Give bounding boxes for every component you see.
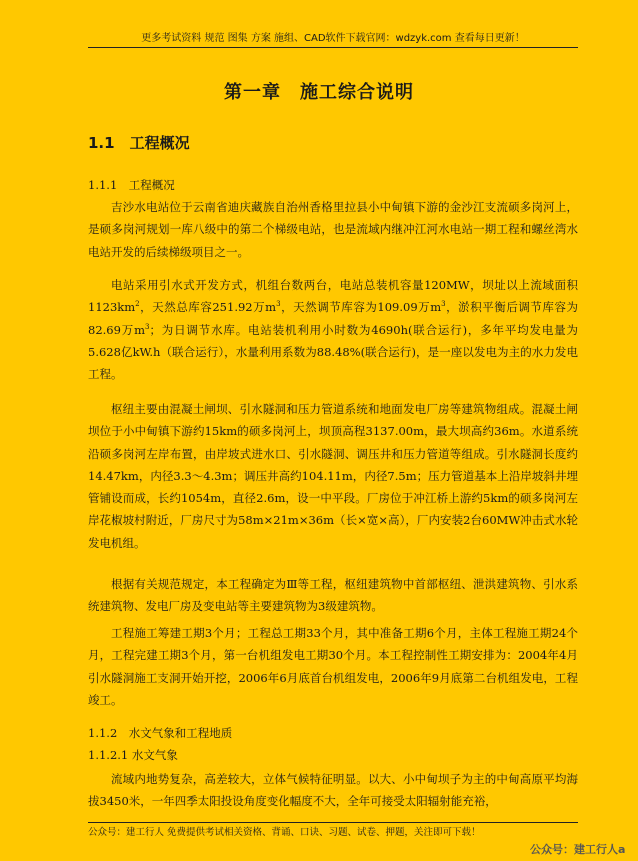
paragraph-schedule: 工程施工筹建工期3个月；工程总工期33个月，其中准备工期6个月，主体工程施工期24个月，工程完建工期3个月，第一台机组发电工期30个月。本工程控制性工期安排为：2004年4月引水隧洞施工支洞开始开挖，2006年6月底首台机组发电，2006年9月底第二台机组发电，工程竣工。 [88,626,578,707]
paragraph-hydrology: 流域内地势复杂，高差较大，立体气候特征明显。以大、小中甸坝子为主的中甸高原平均海拔3450米，一年四季太阳投设角度变化幅度不大，全年可接受太阳辐射能充裕， [88,772,578,809]
subsection-heading-1-1-2-1: 1.1.2.1 水文气象 [88,748,178,762]
footer-rule [88,822,578,823]
page-footer: 公众号：建工行人 免费提供考试相关资格、背诵、口诀、习题、试卷、押题，关注即可下载！ [88,827,481,838]
subsection-heading-1-1-2: 1.1.2 水文气象和工程地质 [88,726,233,740]
watermark-text: 公众号：建工行人a [530,843,626,856]
paragraph-grade: 根据有关规范规定，本工程确定为Ⅲ等工程，枢纽建筑物中首部枢纽、泄洪建筑物、引水系统建筑物、发电厂房及变电站等主要建筑物为3级建筑物。 [88,577,578,614]
section-heading-1-1: 1.1 工程概况 [88,134,190,152]
chapter-title: 第一章 施工综合说明 [224,82,414,103]
paragraph-hub-structures: 枢纽主要由混凝土闸坝、引水隧洞和压力管道系统和地面发电厂房等建筑物组成。混凝土闸坝位于小中甸镇下游约15km的硕多岗河上，坝顶高程3137.00m，最大坝高约36m。水道系统沿硕多岗河左岸布置，由岸坡式进水口、引水隧洞、调压井和压力管道等组成。引水隧洞长度约14.47km，内径3.3～4.3m；调压井高约104.11m，内径7.5m；压力管道基本上沿岸坡斜井埋管铺设而成，长约1054m，直径2.6m，设一中平段。厂房位于冲江桥上游约5km的硕多岗河左岸花椒坡村附近，厂房尺寸为58m×21m×36m（长×宽×高），厂内安装2台60MW冲击式水轮发电机组。 [88,402,578,550]
paragraph-station-parameters: 电站采用引水式开发方式，机组台数两台，电站总装机容量120MW，坝址以上流域面积$1123km^2$，天然总库容251.92万$m^3$，天然调节库容为109.09万$m^3$，淤积平衡后调节库容为82.69万$m^3$；为日调节水库。电站装机利用小时数为4690h(联合运行)，多年平均发电量为5.628亿kW.h（联合运行），水量利用系数为88.48%(联合运行)，是一座以发电为主的水力发电工程。 [88,278,578,382]
subsection-heading-1-1-1: 1.1.1 工程概况 [88,178,175,192]
page-header: 更多考试资料 规范 图集 方案 施组、CAD软件下载官网：wdzyk.com 查看每日更新！ [141,33,525,44]
paragraph-overview: 吉沙水电站位于云南省迪庆藏族自治州香格里拉县小中甸镇下游的金沙江支流硕多岗河上，是硕多岗河规划一库八级中的第二个梯级电站，也是流域内继冲江河水电站一期工程和螺丝湾水电站开发的后续梯级项目之一。 [88,200,578,259]
header-rule [88,47,578,48]
